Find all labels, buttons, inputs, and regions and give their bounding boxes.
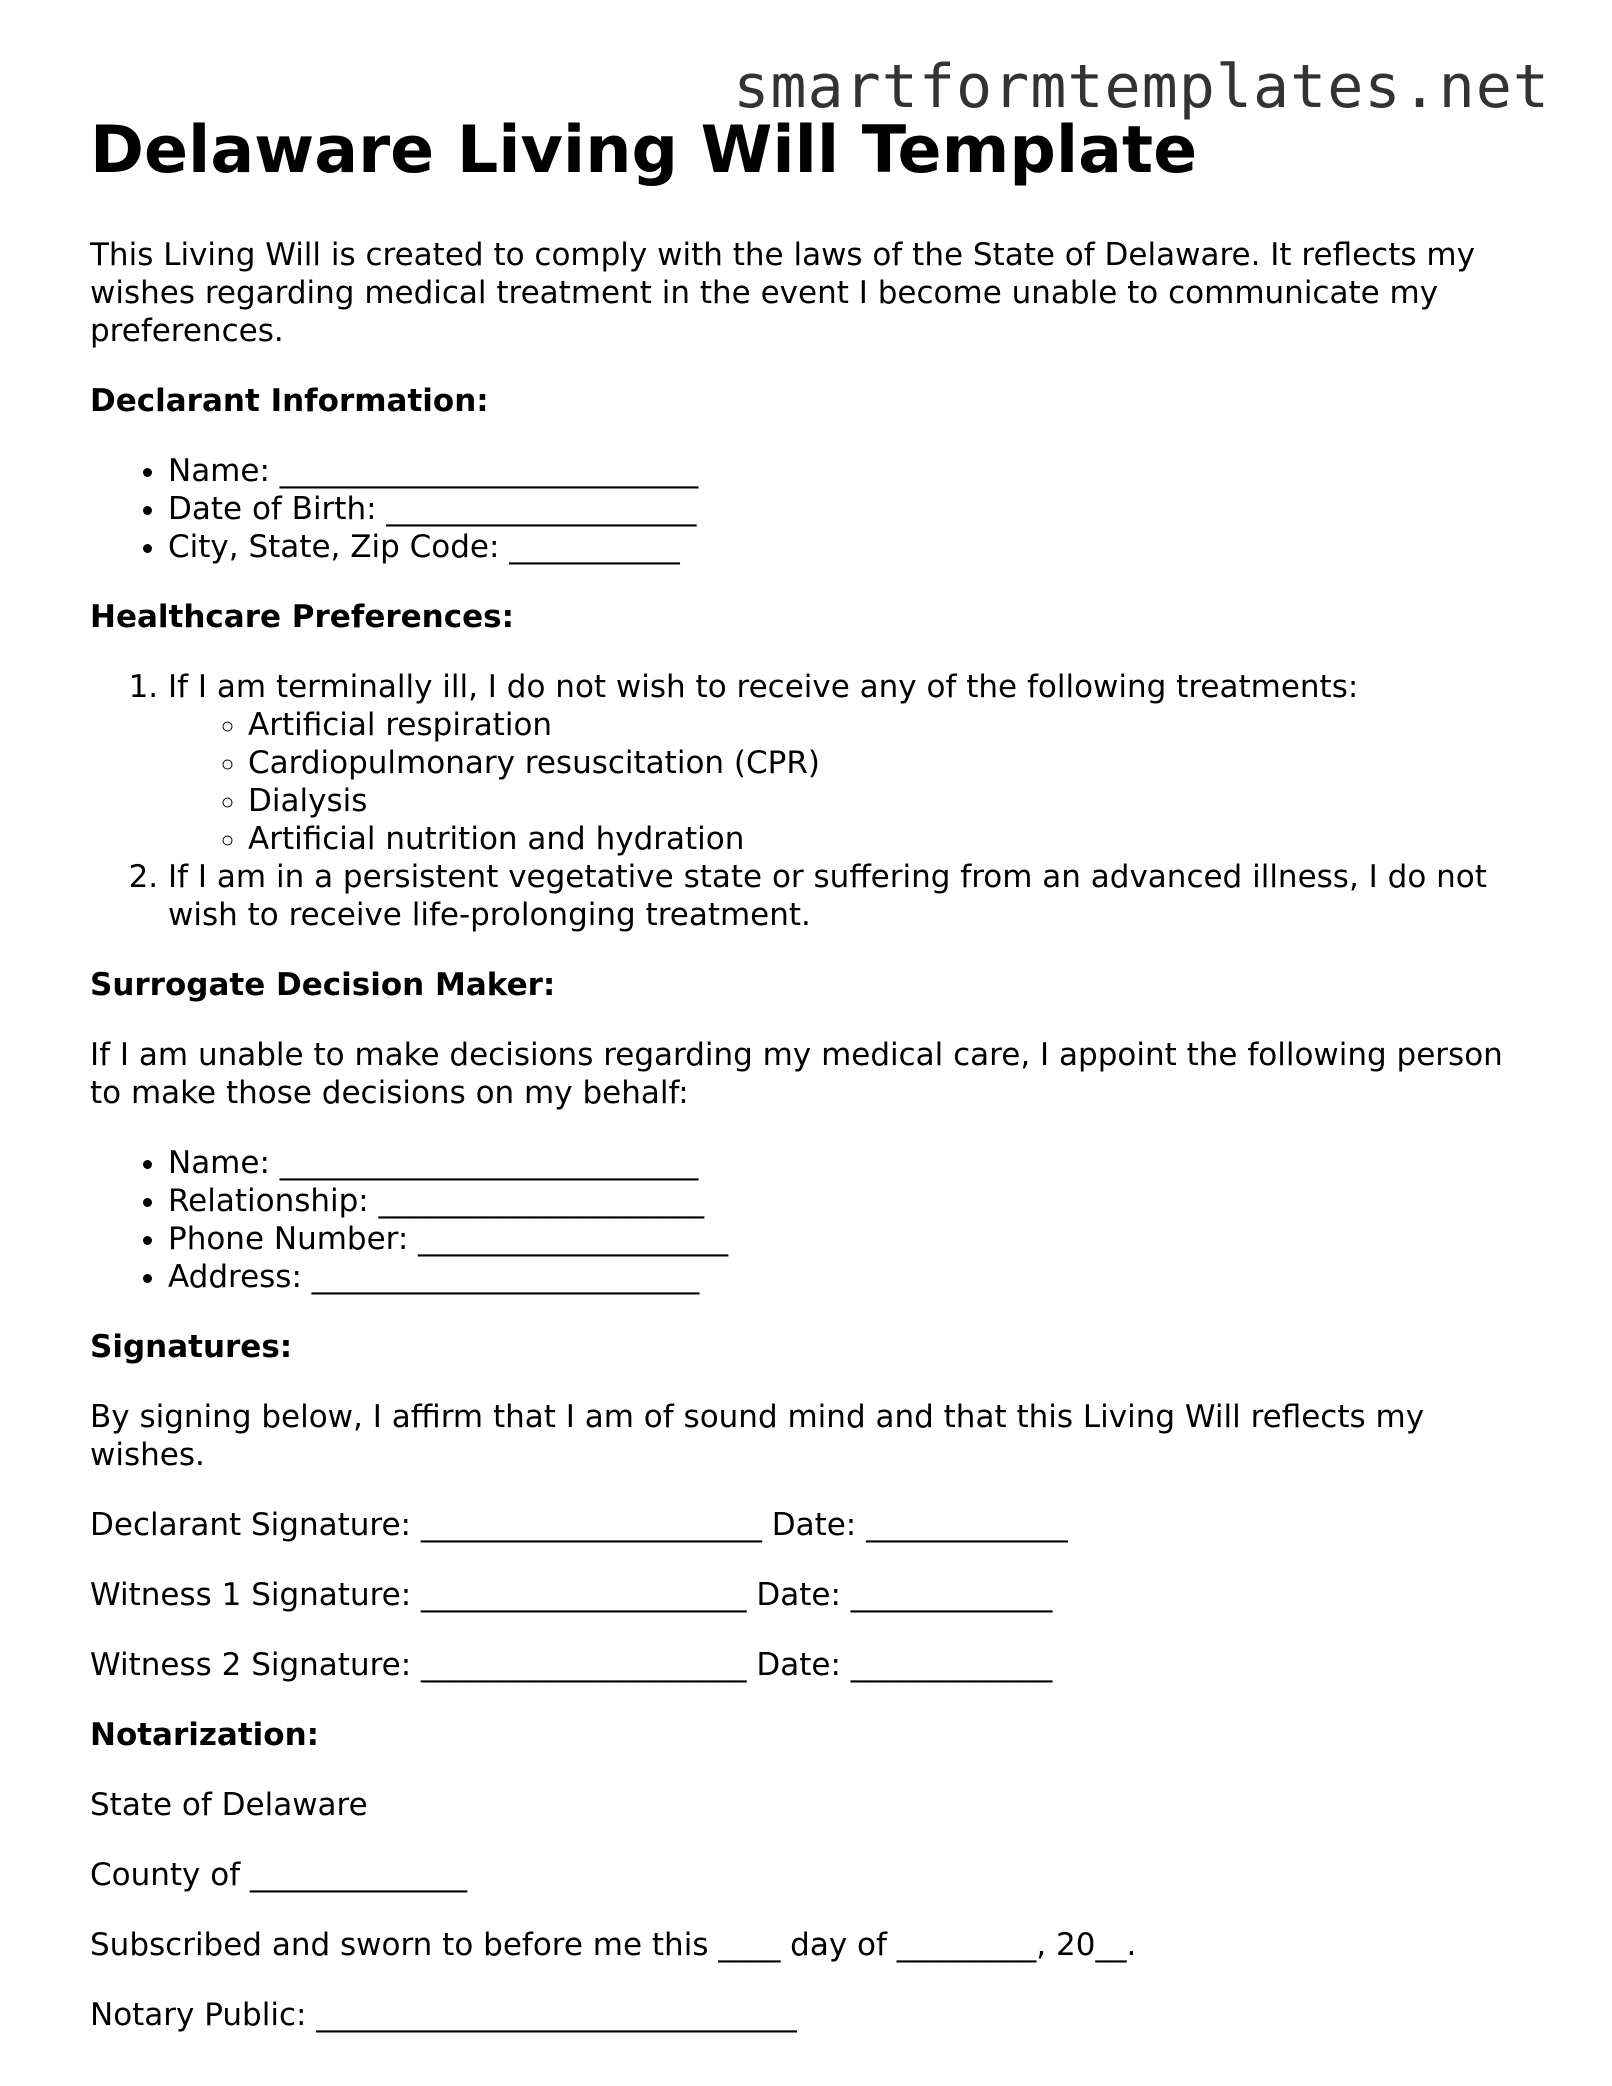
healthcare-item-2: 2. If I am in a persistent vegetative state or suffering from an advanced illness, I do not wish to receive life-prolonging treatment.	[168, 858, 1530, 934]
surrogate-paragraph: If I am unable to make decisions regarding my medical care, I appoint the following person to make those decisions on my behalf:	[90, 1037, 1503, 1111]
watermark: smartformtemplates.net	[733, 52, 1550, 122]
intro-paragraph: This Living Will is created to comply with the laws of the State of Delaware. It reflects my wishes regarding medical treatment in the event I become unable to communicate my preferences.	[90, 237, 1475, 349]
notary-public-line: Notary Public: _______________________________	[90, 1997, 797, 2033]
treatment-item: ◦ Cardiopulmonary resuscitation (CPR)	[248, 744, 1530, 782]
healthcare-item-1-text: If I am terminally ill, I do not wish to receive any of the following treatments:	[168, 669, 1359, 705]
notarization-heading: Notarization:	[90, 1717, 320, 1753]
notary-sworn-line: Subscribed and sworn to before me this ____ day of _________, 20__.	[90, 1927, 1137, 1963]
declarant-name-field: • Name: ___________________________	[168, 452, 1530, 490]
witness-1-signature-line: Witness 1 Signature: _____________________ Date: _____________	[90, 1577, 1053, 1613]
surrogate-name-field: • Name: ___________________________	[168, 1144, 1530, 1182]
surrogate-relationship-field: • Relationship: _____________________	[168, 1182, 1530, 1220]
declarant-signature-line: Declarant Signature: ______________________ Date: _____________	[90, 1507, 1068, 1543]
declarant-heading: Declarant Information:	[90, 383, 489, 419]
declarant-city-field: • City, State, Zip Code: ___________	[168, 528, 1530, 566]
healthcare-list	[90, 668, 1530, 934]
treatment-item: ◦ Artificial nutrition and hydration	[248, 820, 1530, 858]
witness-2-signature-line: Witness 2 Signature: _____________________ Date: _____________	[90, 1647, 1053, 1683]
treatment-item: ◦ Dialysis	[248, 782, 1530, 820]
declarant-dob-field: • Date of Birth: ____________________	[168, 490, 1530, 528]
healthcare-heading: Healthcare Preferences:	[90, 599, 514, 635]
document-page	[90, 112, 1530, 2066]
surrogate-phone-field: • Phone Number: ____________________	[168, 1220, 1530, 1258]
surrogate-fields	[90, 1144, 1530, 1296]
surrogate-address-field: • Address: _________________________	[168, 1258, 1530, 1296]
page-title: Delaware Living Will Template	[90, 113, 1198, 188]
declarant-fields	[90, 452, 1530, 566]
signatures-paragraph: By signing below, I affirm that I am of sound mind and that this Living Will reflects my wishes.	[90, 1399, 1425, 1473]
healthcare-item-1	[168, 668, 1530, 858]
surrogate-heading: Surrogate Decision Maker:	[90, 967, 556, 1003]
treatment-item: ◦ Artificial respiration	[248, 706, 1530, 744]
signatures-heading: Signatures:	[90, 1329, 293, 1365]
notary-county: County of ______________	[90, 1857, 467, 1893]
notary-state: State of Delaware	[90, 1787, 368, 1823]
treatment-list	[168, 706, 1530, 858]
